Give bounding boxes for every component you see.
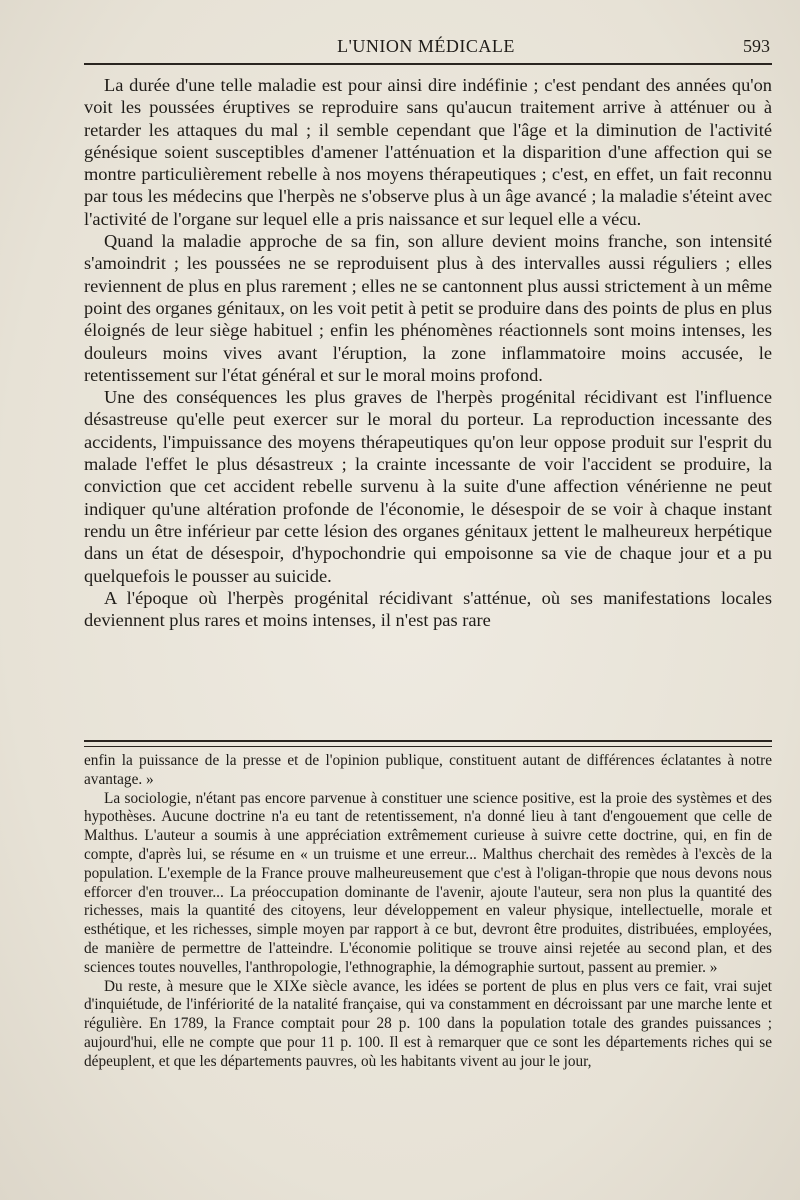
body-paragraph-1: La durée d'une telle maladie est pour ainsi dire indéfinie ; c'est pendant des années qu'on voit les poussées éruptives se reproduire sans qu'aucun traitement arrive à atténuer ou à retarder les attaques du mal ; il semble cependant que l'âge et la diminution de l'activité génésique soient susceptibles d'amener l'atténuation et la disparition d'une affection qui se montre particulièrement rebelle à nos moyens thérapeutiques ; c'est, en effet, un fait reconnu par tous les médecins que l'herpès ne s'observe plus à un âge avancé ; la maladie s'éteint avec l'activité de l'organe sur lequel elle a pris naissance et sur lequel elle a vécu. [84, 75, 772, 229]
page-number: 593 [743, 36, 770, 56]
body-paragraph-3: Une des conséquences les plus graves de l'herpès progénital récidivant est l'influence désastreuse qu'elle peut exercer sur le moral du porteur. La reproduction incessante des accidents, l'impuissance des moyens thérapeutiques qu'on leur oppose produit sur l'esprit du malade l'effet le plus désastreux ; la crainte incessante de voir l'accident se produire, la conviction que cet accident rebelle survenu à la suite d'une affection vénérienne ne peut indiquer qu'une altération profonde de l'économie, le désespoir de se voir à chaque instant rendu un être inférieur par cette lésion des organes génitaux jettent le malheureux herpétique dans un état de désespoir, d'hypochondrie qui empoisonne sa vie de chaque jour et a pu quelquefois le pousser au suicide. [84, 387, 772, 586]
footnote-continuation: enfin la puissance de la presse et de l'opinion publique, constituent autant de différences éclatantes à notre avantage. » [84, 752, 772, 788]
body-paragraph-2: Quand la maladie approche de sa fin, son allure devient moins franche, son intensité s'amoindrit ; les poussées ne se reproduisent plus à des intervalles aussi réguliers ; elles reviennent de plus en plus rarement ; elles ne se cantonnent plus aussi strictement à un même point des organes génitaux, on les voit petit à petit se produire dans des points de plus en plus éloignés de leur siège habituel ; enfin les phénomènes réactionnels sont moins intenses, les douleurs moins vives avant l'éruption, la zone inflammatoire moins accusée, le retentissement sur l'état général et sur le moral moins profond. [84, 231, 772, 385]
main-text [84, 74, 772, 631]
running-title: L'UNION MÉDICALE [337, 36, 515, 56]
body-paragraph-4: A l'époque où l'herpès progénital récidivant s'atténue, où ses manifestations locales deviennent plus rares et moins intenses, il n'est pas rare [84, 587, 772, 631]
footnote-text [84, 752, 772, 1072]
footnote-paragraph-2: Du reste, à mesure que le XIXe siècle avance, les idées se portent de plus en plus vers ce fait, vrai sujet d'inquiétude, de l'infériorité de la natalité française, qui va constamment en décroissant par une marche lente et régulière. En 1789, la France comptait pour 28 p. 100 dans la population totale des grandes puissances ; aujourd'hui, elle ne compte que pour 11 p. 100. Il est à remarquer que ce sont les départements riches qui se dépeuplent, et que les départements pauvres, où les habitants vivent au jour le jour, [84, 977, 772, 1070]
header-rule [84, 63, 772, 65]
footnote-paragraph-1: La sociologie, n'étant pas encore parvenue à constituer une science positive, est la proie des systèmes et des hypothèses. Aucune doctrine n'a eu tant de retentissement, n'a donné lieu à tant d'engouement que celle de Malthus. L'auteur a soumis à une appréciation extrêmement curieuse à suivre cette doctrine, qui, en fin de compte, d'après lui, se résume en « un truisme et une erreur... Malthus cherchait des remèdes à l'excès de la population. L'exemple de la France prouve malheureusement que c'est à l'oligan-thropie que nous devons nous efforcer d'en trouver... La préoccupation dominante de l'avenir, ajoute l'auteur, sera non plus la quantité des richesses, mais la quantité des citoyens, leur développement en valeur physique, intellectuelle, morale et esthétique, et les richesses, simple moyen par rapport à ce but, devront être produites, distribuées, employées, de manière de permettre de l'atteindre. L'économie politique se trouve ainsi rejetée au second plan, et des sciences toutes nouvelles, l'anthropologie, l'ethnographie, la démographie surtout, passent au premier. » [84, 789, 772, 976]
footnote-divider [84, 740, 772, 747]
page-header [82, 34, 770, 60]
